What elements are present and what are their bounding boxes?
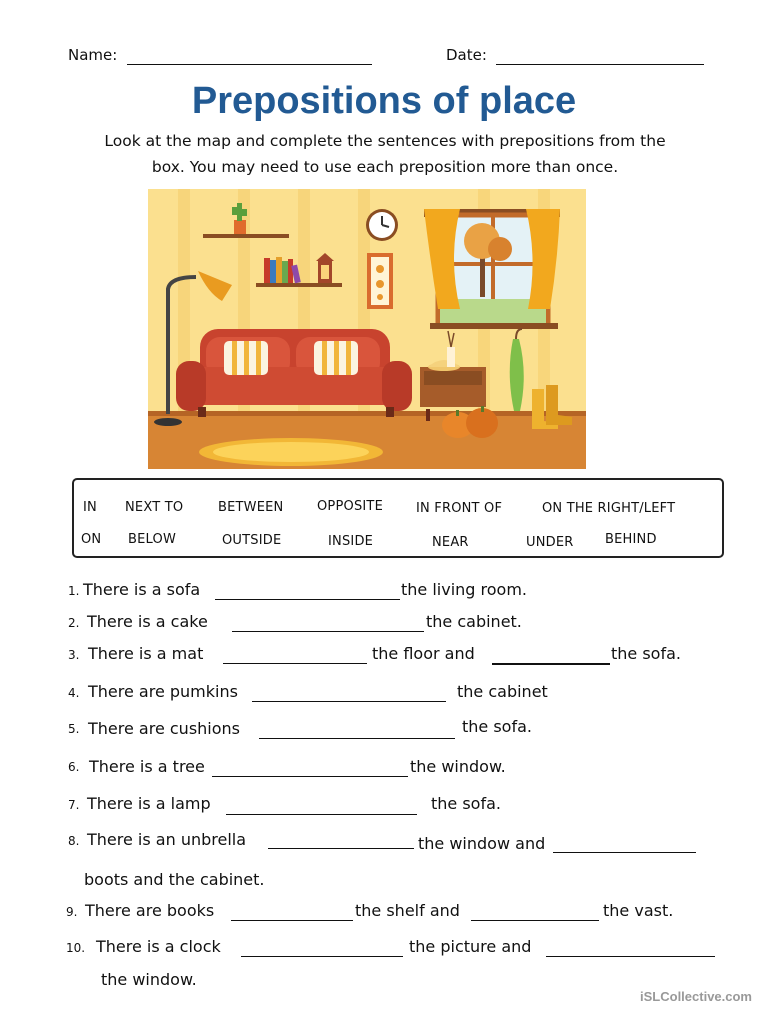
question-number: 10.	[66, 941, 86, 955]
instructions	[60, 128, 710, 180]
question-number: 5.	[68, 722, 80, 736]
answer-blank[interactable]	[215, 599, 400, 600]
answer-blank[interactable]	[553, 852, 696, 853]
question-text: the sofa.	[462, 717, 532, 736]
clock-icon	[366, 209, 398, 241]
question-number: 8.	[68, 834, 80, 848]
question-text: the cabinet.	[426, 612, 522, 631]
question-text: There is a cake	[87, 612, 208, 631]
word-on: ON	[81, 532, 102, 547]
word-near: NEAR	[432, 535, 469, 550]
sofa-icon	[176, 329, 412, 417]
word-in: IN	[83, 500, 97, 515]
date-label: Date:	[446, 46, 487, 64]
word-on-the-right-left: ON THE RIGHT/LEFT	[542, 501, 676, 516]
question-number: 1.	[68, 584, 80, 598]
answer-blank[interactable]	[471, 920, 599, 921]
answer-blank[interactable]	[232, 631, 424, 632]
cushion-icon	[314, 341, 358, 375]
question-number: 7.	[68, 798, 80, 812]
instructions-line-2: box. You may need to use each preposition more than once.	[151, 158, 619, 176]
word-next-to: NEXT TO	[125, 500, 184, 515]
question-text: the window and	[418, 834, 546, 853]
question-text: the floor and	[372, 644, 475, 663]
answer-blank[interactable]	[492, 663, 610, 665]
word-between: BETWEEN	[218, 500, 284, 515]
question-number: 3.	[68, 648, 80, 662]
word-outside: OUTSIDE	[222, 533, 282, 548]
answer-blank[interactable]	[268, 848, 414, 849]
question-text: the sofa.	[611, 644, 681, 663]
question-text: There is a tree	[89, 757, 205, 776]
question-number: 2.	[68, 616, 80, 630]
name-field[interactable]	[127, 64, 372, 65]
question-text: There are pumkins	[88, 682, 238, 701]
mat-icon	[199, 438, 383, 466]
answer-blank[interactable]	[226, 814, 417, 815]
word-in-front-of: IN FRONT OF	[416, 501, 503, 516]
answer-blank[interactable]	[231, 920, 353, 921]
question-text: There is a sofa	[83, 580, 201, 599]
question-text: the shelf and	[355, 901, 460, 920]
question-text: the sofa.	[431, 794, 501, 813]
date-field[interactable]	[496, 64, 704, 65]
answer-blank[interactable]	[241, 956, 403, 957]
word-under: UNDER	[526, 535, 574, 550]
question-text: There is an unbrella	[87, 830, 247, 849]
name-label: Name:	[68, 46, 118, 64]
question-number: 4.	[68, 686, 80, 700]
word-opposite: OPPOSITE	[317, 499, 383, 514]
word-behind: BEHIND	[605, 532, 657, 547]
question-number: 6.	[68, 760, 80, 774]
cushion-icon	[224, 341, 268, 375]
question-text: There is a lamp	[87, 794, 211, 813]
site-watermark: iSLCollective.com	[640, 989, 752, 1004]
question-text: the cabinet	[457, 682, 548, 701]
word-box	[72, 478, 724, 558]
question-text: boots and the cabinet.	[84, 870, 265, 889]
page-title: Prepositions of place	[191, 80, 577, 122]
question-text: There are books	[85, 901, 215, 920]
window-icon	[424, 209, 560, 329]
question-text: the living room.	[401, 580, 528, 599]
picture-icon	[367, 253, 393, 309]
question-text: the vast.	[603, 901, 674, 920]
word-below: BELOW	[128, 532, 176, 547]
answer-blank[interactable]	[223, 663, 367, 664]
answer-blank[interactable]	[212, 776, 408, 777]
answer-blank[interactable]	[259, 738, 455, 739]
question-text: the picture and	[409, 937, 532, 956]
question-text: the window.	[101, 970, 197, 989]
answer-blank[interactable]	[252, 701, 446, 702]
question-text: There is a clock	[96, 937, 221, 956]
question-number: 9.	[66, 905, 78, 919]
answer-blank[interactable]	[546, 956, 715, 957]
question-text: the window.	[410, 757, 506, 776]
instructions-line-1: Look at the map and complete the sentences with prepositions from the	[104, 132, 666, 150]
question-text: There is a mat	[88, 644, 204, 663]
question-text: There are cushions	[88, 719, 240, 738]
word-inside: INSIDE	[328, 534, 374, 549]
living-room-illustration	[148, 189, 586, 469]
